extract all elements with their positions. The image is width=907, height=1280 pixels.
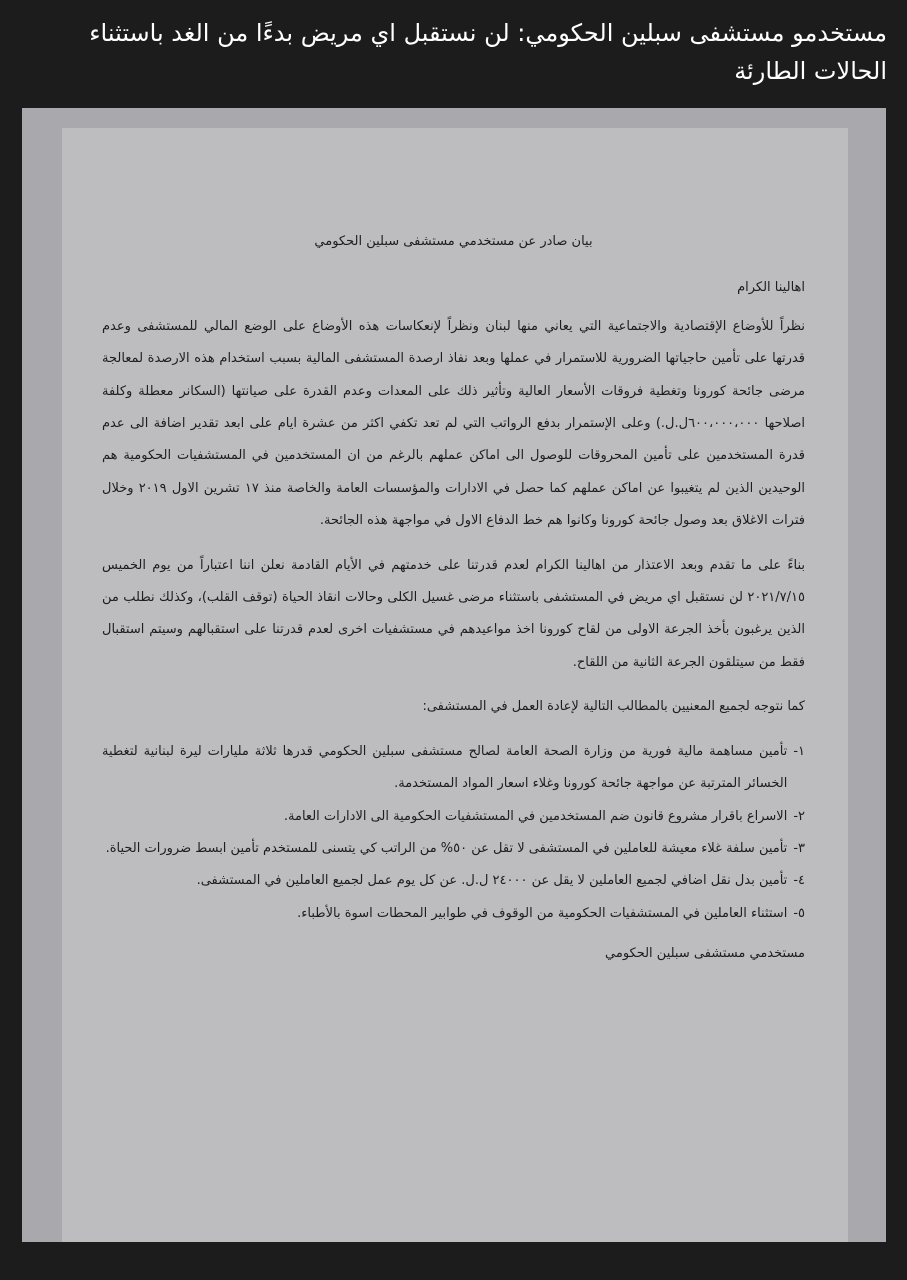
demands-list [102, 736, 805, 930]
statement-document [102, 226, 805, 971]
demand-text: تأمين سلفة غلاء معيشة للعاملين في المستشفى لا تقل عن ٥٠% من الراتب كي يتسنى للمستخدم تأمين ابسط ضرورات الحياة. [105, 840, 788, 856]
demand-number: ٣- [793, 840, 805, 856]
demand-item [102, 865, 805, 897]
demand-item [102, 833, 805, 865]
demand-text: استثناء العاملين في المستشفيات الحكومية من الوقوف في طوابير المحطات اسوة بالأطباء. [297, 905, 788, 921]
paragraph-1: نظراً للأوضاع الإقتصادية والاجتماعية التي يعاني منها لبنان ونظراً لإنعكاسات هذه الأوضاع على الوضع المالي للمستشفى وعدم قدرتها على تأمين حاجياتها الضرورية للاستمرار في عملها وبعد نفاذ ارصدة المستشفى المالية بسبب استخدام هذه الارصدة لمعالجة مرضى جائحة كورونا وتغطية فروقات الأسعار العالية وتأثير ذلك على المعدات وعدم القدرة على صيانتها (السكانر معطلة وكلفة اصلاحها ٦٠٠،٠٠٠،٠٠٠ل.ل.) وعلى الإستمرار بدفع الرواتب التي لم تعد تكفي اكثر من عشرة ايام على ابعد تقدير اضافة الى عدم قدرة المستخدمين على تأمين المحروقات للوصول الى اماكن عملهم بالرغم من ان المستخدمين في المستشفيات الحكومية هم الوحيدين الذين لم يتغيبوا عن اماكن عملهم كما حصل في الادارات والمؤسسات العامة والخاصة منذ ١٧ تشرين الاول ٢٠١٩ وخلال فترات الاغلاق بعد وصول جائحة كورونا وكانوا هم خط الدفاع الاول في مواجهة هذه الجائحة. [102, 318, 806, 529]
salutation: اهالينا الكرام [737, 280, 805, 296]
paragraph-2: بناءً على ما تقدم وبعد الاعتذار من اهالينا الكرام لعدم قدرتنا على خدمتهم في الأيام القادمة نعلن اننا اعتباراً من يوم الخميس ٢٠٢١/٧/١٥ لن نستقبل اي مريض في المستشفى باستثناء مرضى غسيل الكلى وحالات انقاذ الحياة (توقف القلب)، وكذلك نطلب من الذين يرغبون بأخذ الجرعة الاولى من لقاح كورونا اخذ مواعيدهم في مستشفيات اخرى لعدم قدرتنا على استقبالهم وسيتم استقبال فقط من سيتلقون الجرعة الثانية من اللقاح. [102, 557, 805, 670]
demand-number: ١- [793, 743, 805, 759]
demand-item [102, 898, 805, 930]
demand-text: تأمين بدل نقل اضافي لجميع العاملين لا يقل عن ٢٤٠٠٠ ل.ل. عن كل يوم عمل لجميع العاملين في المستشفى. [196, 873, 788, 889]
signature: مستخدمي مستشفى سبلين الحكومي [605, 946, 805, 962]
demand-text: الاسراع باقرار مشروع قانون ضم المستخدمين في المستشفيات الحكومية الى الادارات العامة. [283, 808, 788, 824]
demands-intro: كما نتوجه لجميع المعنيين بالمطالب التالية لإعادة العمل في المستشفى: [422, 699, 805, 715]
demand-text: تأمين مساهمة مالية فورية من وزارة الصحة العامة لصالح مستشفى سبلين الحكومي قدرها ثلاثة مليارات ليرة لبنانية لتغطية الخسائر المترتبة عن مواجهة جائحة كورونا وغلاء اسعار المواد المستخدمة. [102, 743, 788, 792]
demand-item [102, 736, 805, 801]
document-title: بيان صادر عن مستخدمي مستشفى سبلين الحكومي [314, 234, 593, 249]
demand-item [102, 801, 805, 833]
demand-number: ٤- [793, 873, 805, 889]
demand-number: ٢- [793, 808, 805, 824]
news-headline: مستخدمو مستشفى سبلين الحكومي: لن نستقبل اي مريض بدءًا من الغد باستثناء الحالات الطارئة [89, 19, 887, 85]
demand-number: ٥- [793, 905, 805, 921]
